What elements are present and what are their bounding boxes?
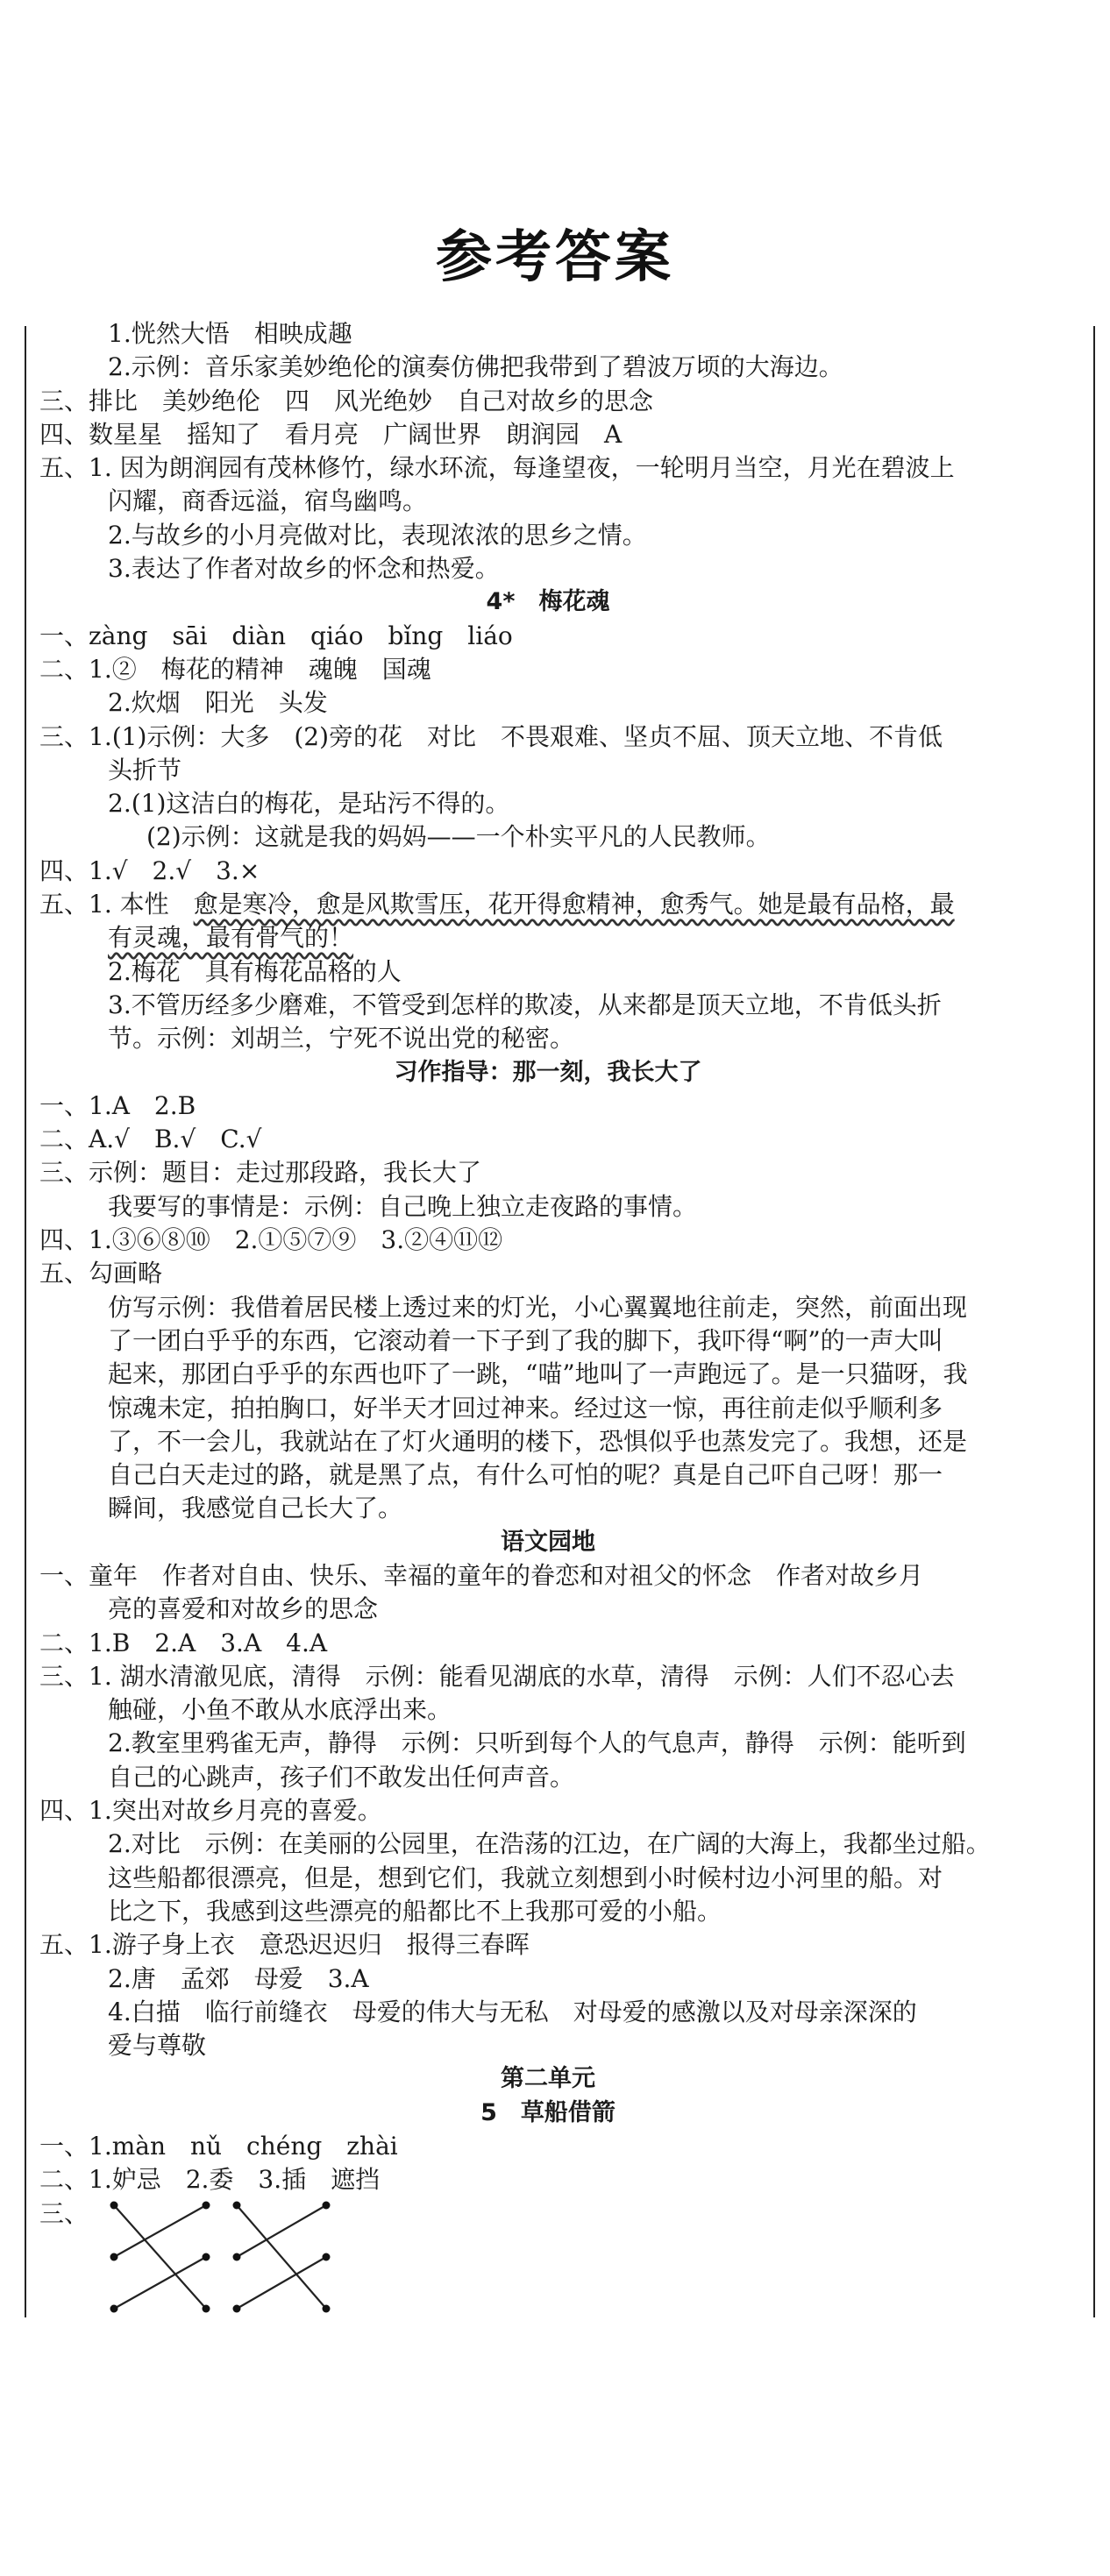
matching-dot	[323, 2253, 331, 2261]
answer-line: 2.梅花 具有梅花品格的人	[108, 956, 402, 986]
answer-line: (2)示例：这就是我的妈妈——一个朴实平凡的人民教师。	[146, 822, 771, 852]
matching-diagram	[105, 2200, 333, 2314]
answer-line: 4.白描 临行前缝衣 母爱的伟大与无私 对母爱的感激以及对母亲深深的	[108, 1997, 917, 2026]
answer-line: 爱与尊敬	[108, 2031, 207, 2061]
matching-line	[114, 2257, 206, 2309]
answer-line: 3.表达了作者对故乡的怀念和热爱。	[108, 554, 500, 584]
answer-line: 瞬间，我感觉自己长大了。	[108, 1494, 403, 1523]
answer-line: 2.示例：音乐家美妙绝伦的演奏仿佛把我带到了碧波万顷的大海边。	[108, 352, 843, 382]
answer-line: 五、1.游子身上衣 意恐迟迟归 报得三春晖	[39, 1930, 530, 1960]
answer-line: 节。示例：刘胡兰，宁死不说出党的秘密。	[108, 1024, 575, 1054]
matching-dot	[110, 2253, 118, 2261]
answer-line: 二、1.B 2.A 3.A 4.A	[39, 1628, 328, 1657]
answer-line: 比之下，我感到这些漂亮的船都比不上我那可爱的小船。	[108, 1896, 722, 1926]
answer-line: 2.炊烟 阳光 头发	[108, 688, 328, 718]
answer-line: 二、1.② 梅花的精神 魂魄 国魂	[39, 654, 431, 684]
answer-line: 自己的心跳声，孩子们不敢发出任何声音。	[108, 1762, 575, 1792]
answer-line: 一、童年 作者对自由、快乐、幸福的童年的眷恋和对祖父的怀念 作者对故乡月	[39, 1560, 924, 1590]
answer-line: 仿写示例：我借着居民楼上透过来的灯光，小心翼翼地往前走，突然，前面出现	[108, 1292, 968, 1322]
matching-dot	[233, 2253, 241, 2261]
answer-line: 自己白天走过的路，就是黑了点，有什么可怕的呢？真是自己吓自己呀！那一	[108, 1460, 943, 1490]
answer-line: 起来，那团白乎乎的东西也吓了一跳，“喵”地叫了一声跑远了。是一只猫呀，我	[108, 1359, 968, 1389]
wavy-underlined-sentence: 有灵魂，最有骨气的！	[108, 923, 354, 953]
wavy-underlined-sentence: 愈是寒冷，愈是风欺雪压，花开得愈精神，愈秀气。她是最有品格，最	[193, 890, 955, 919]
answer-line: 三、	[39, 2198, 89, 2228]
matching-set-left	[110, 2202, 210, 2313]
answer-line: 四、数星星 摇知了 看月亮 广阔世界 朗润园 A	[39, 419, 623, 449]
answer-line: 一、zàng sāi diàn qiáo bǐng liáo	[39, 621, 513, 650]
answer-line: 2.唐 孟郊 母爱 3.A	[108, 1963, 369, 1993]
section-heading: 语文园地	[501, 1528, 595, 1556]
answer-line: 头折节	[108, 755, 182, 784]
answer-line: 2.教室里鸦雀无声，静得 示例：只听到每个人的气息声，静得 示例：能听到	[108, 1728, 966, 1758]
matching-dot	[323, 2305, 331, 2313]
unit-heading: 第二单元	[501, 2065, 595, 2093]
right-margin-rule	[1093, 326, 1095, 2317]
matching-dot	[203, 2253, 210, 2261]
answer-line: 2.与故乡的小月亮做对比，表现浓浓的思乡之情。	[108, 520, 647, 550]
answer-line: 五、勾画略	[39, 1259, 163, 1288]
matching-set-right	[233, 2202, 331, 2313]
section-heading: 4* 梅花魂	[486, 588, 610, 616]
answer-line: 一、1.màn nǔ chéng zhài	[39, 2132, 398, 2161]
answer-line: 一、1.A 2.B	[39, 1090, 196, 1120]
matching-dot	[323, 2202, 331, 2210]
answer-line: 二、1.妒忌 2.委 3.插 遮挡	[39, 2165, 381, 2195]
section-heading: 习作指导：那一刻，我长大了	[394, 1058, 702, 1086]
matching-dot	[233, 2305, 241, 2313]
answer-line: 四、1.③⑥⑧⑩ 2.①⑤⑦⑨ 3.②④⑪⑫	[39, 1225, 503, 1255]
answer-line: 三、1. 湖水清澈见底，清得 示例：能看见湖底的水草，清得 示例：人们不忍心去	[39, 1661, 955, 1691]
answer-line: 这些船都很漂亮，但是，想到它们，我就立刻想到小时候村边小河里的船。对	[108, 1863, 943, 1892]
matching-dot	[203, 2202, 210, 2210]
matching-dot	[110, 2202, 118, 2210]
matching-dot	[203, 2305, 210, 2313]
matching-line	[114, 2205, 206, 2257]
answer-line: 惊魂未定，拍拍胸口，好半天才回过神来。经过这一惊，再往前走似乎顺利多	[108, 1393, 943, 1423]
answer-line-start: 五、1. 本性	[39, 890, 194, 919]
answer-line: 2.对比 示例：在美丽的公园里，在浩荡的江边，在广阔的大海上，我都坐过船。	[108, 1829, 991, 1859]
answer-line: 二、A.√ B.√ C.√	[39, 1125, 262, 1154]
matching-dot	[110, 2305, 118, 2313]
answer-line: 三、排比 美妙绝伦 四 风光绝妙 自己对故乡的思念	[39, 386, 654, 415]
left-margin-rule	[25, 326, 26, 2317]
matching-line	[114, 2205, 206, 2309]
answer-line: 我要写的事情是：示例：自己晚上独立走夜路的事情。	[108, 1191, 698, 1221]
answer-line: 3.不管历经多少磨难，不管受到怎样的欺凌，从来都是顶天立地，不肯低头折	[108, 990, 942, 1019]
answer-line: 闪耀，商香远溢，宿鸟幽鸣。	[108, 486, 428, 516]
answer-line: 2.(1)这洁白的梅花，是玷污不得的。	[108, 789, 510, 819]
answer-line: 1.恍然大悟 相映成趣	[108, 319, 352, 348]
answer-line: 三、1.(1)示例：大多 (2)旁的花 对比 不畏艰难、坚贞不屈、顶天立地、不肯低	[39, 721, 943, 751]
matching-line	[237, 2205, 326, 2257]
answer-line: 五、1. 因为朗润园有茂林修竹，绿水环流，每逢望夜，一轮明月当空，月光在碧波上	[39, 453, 955, 483]
matching-line	[237, 2257, 326, 2309]
answer-line: 四、1.√ 2.√ 3.×	[39, 855, 260, 885]
matching-line	[237, 2205, 326, 2309]
matching-dot	[233, 2202, 241, 2210]
answer-line: 三、示例：题目：走过那段路，我长大了	[39, 1158, 482, 1188]
answer-line: 亮的喜爱和对故乡的思念	[108, 1594, 379, 1624]
answer-line: 了，不一会儿，我就站在了灯火通明的楼下，恐惧似乎也蒸发完了。我想，还是	[108, 1426, 968, 1456]
answer-line: 触碰，小鱼不敢从水底浮出来。	[108, 1695, 452, 1725]
answer-line	[39, 921, 1057, 954]
page-title: 参考答案	[436, 225, 674, 290]
answer-line	[39, 888, 1057, 921]
section-heading: 5 草船借箭	[480, 2098, 615, 2126]
answer-line: 了一团白乎乎的东西，它滚动着一下子到了我的脚下，我吓得“啊”的一声大叫	[108, 1325, 943, 1355]
answer-content	[39, 317, 1057, 2231]
answer-line: 四、1.突出对故乡月亮的喜爱。	[39, 1796, 382, 1826]
